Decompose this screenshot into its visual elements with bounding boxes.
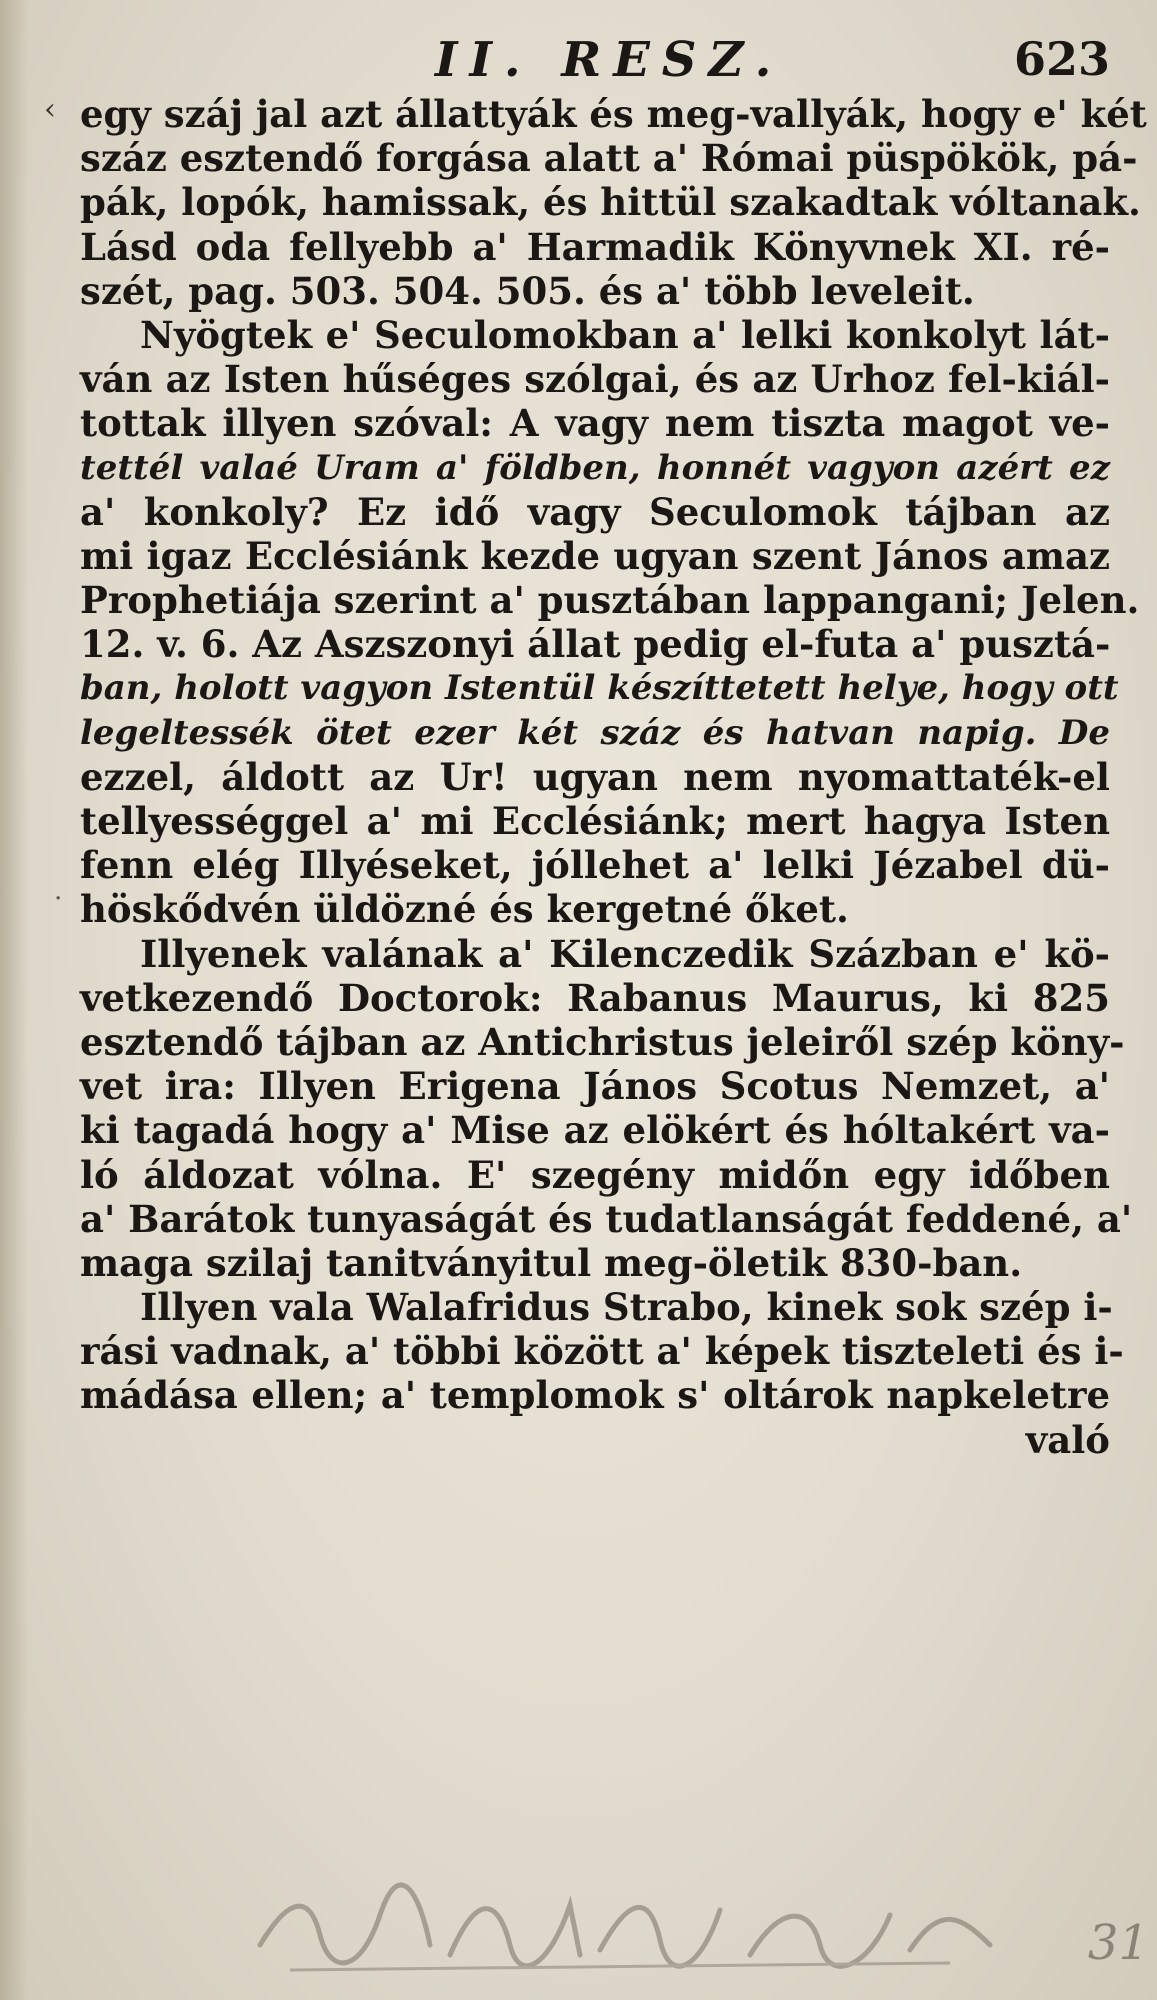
text-line: Prophetiája szerint a' pusztában lappangani; Jelen. <box>80 578 1140 623</box>
text-line: ezzel, áldott az Ur! ugyan nem nyomattaték-el <box>80 754 1110 799</box>
text-line: mádása ellen; a' templomok s' oltárok napkeletre <box>80 1373 1110 1418</box>
text-line: tottak illyen szóval: A vagy nem tiszta magot ve- <box>80 401 1110 446</box>
text-line: mi igaz Ecclésiánk kezde ugyan szent János amaz <box>80 533 1110 578</box>
text-line: a' Barátok tunyaságát és tudatlanságát feddené, a' <box>80 1196 1133 1241</box>
text-line: ván az Isten hűséges szólgai, és az Urhoz fel-kiál- <box>80 357 1110 402</box>
text-line: 12. v. 6. Az Aszszonyi állat pedig el-futa a' pusztá- <box>80 622 1111 667</box>
page-gutter-shadow <box>0 0 28 2000</box>
text-line: a' konkoly? Ez idő vagy Seculomok tájban az <box>80 489 1110 534</box>
paragraph-start-line: Illyenek valának a' Kilenczedik Százban e' kö- <box>140 931 1110 976</box>
text-line: egy száj jal azt állattyák és meg-vallyák, hogy e' két <box>80 92 1147 136</box>
text-line: vetkezendő Doctorok: Rabanus Maurus, ki 825 <box>80 975 1110 1020</box>
italic-quote-line: legeltessék ötet ezer két száz és hatvan napig. De <box>80 712 1110 753</box>
text-line: rási vadnak, a' többi között a' képek tiszteleti és i- <box>80 1329 1124 1374</box>
running-title: II. RESZ. <box>435 32 784 88</box>
paragraph-start-line: Illyen vala Walafridus Strabo, kinek sok szép i- <box>140 1285 1113 1330</box>
catchword: való <box>1025 1417 1110 1462</box>
text-line: tellyességgel a' mi Ecclésiánk; mert hagya Isten <box>80 799 1110 843</box>
text-line: szét, pag. 503. 504. 505. és a' több leveleit. <box>80 268 975 313</box>
text-line: ki tagadá hogy a' Mise az elökért és hóltakért va- <box>80 1108 1110 1153</box>
page-number: 623 <box>1013 32 1110 86</box>
italic-quote-line: tettél valaé Uram a' földben, honnét vagyon azért ez <box>80 447 1110 488</box>
handwritten-signature <box>250 1875 1030 1985</box>
paragraph-start-line: Nyögtek e' Seculomokban a' lelki konkolyt lát- <box>140 312 1110 357</box>
text-line: fenn elég Illyéseket, jóllehet a' lelki Jézabel dü- <box>80 843 1110 888</box>
margin-number: 31 <box>1087 1915 1149 1971</box>
text-line: pák, lopók, hamissak, és hittül szakadtak vóltanak. <box>80 180 1141 225</box>
margin-dot-mark: . <box>54 876 63 906</box>
page-header <box>80 28 1110 98</box>
margin-arrow-mark: ‹ <box>44 92 56 127</box>
text-line: ló áldozat vólna. E' szegény midőn egy időben <box>80 1152 1110 1197</box>
italic-quote-line: ban, holott vagyon Istentül készíttetett helye, hogy ott <box>80 668 1119 709</box>
text-line: vet ira: Illyen Erigena János Scotus Nemzet, a' <box>80 1064 1110 1109</box>
text-line: höskődvén üldözné és kergetné őket. <box>80 887 849 932</box>
body-text <box>80 92 1147 1462</box>
text-line: Lásd oda fellyebb a' Harmadik Könyvnek XI. ré- <box>80 224 1110 269</box>
text-line: maga szilaj tanitványitul meg-öletik 830-ban. <box>80 1240 1023 1285</box>
text-line: száz esztendő forgása alatt a' Római püspökök, pá- <box>80 136 1138 181</box>
text-line: esztendő tájban az Antichristus jeleiről szép köny- <box>80 1019 1125 1064</box>
